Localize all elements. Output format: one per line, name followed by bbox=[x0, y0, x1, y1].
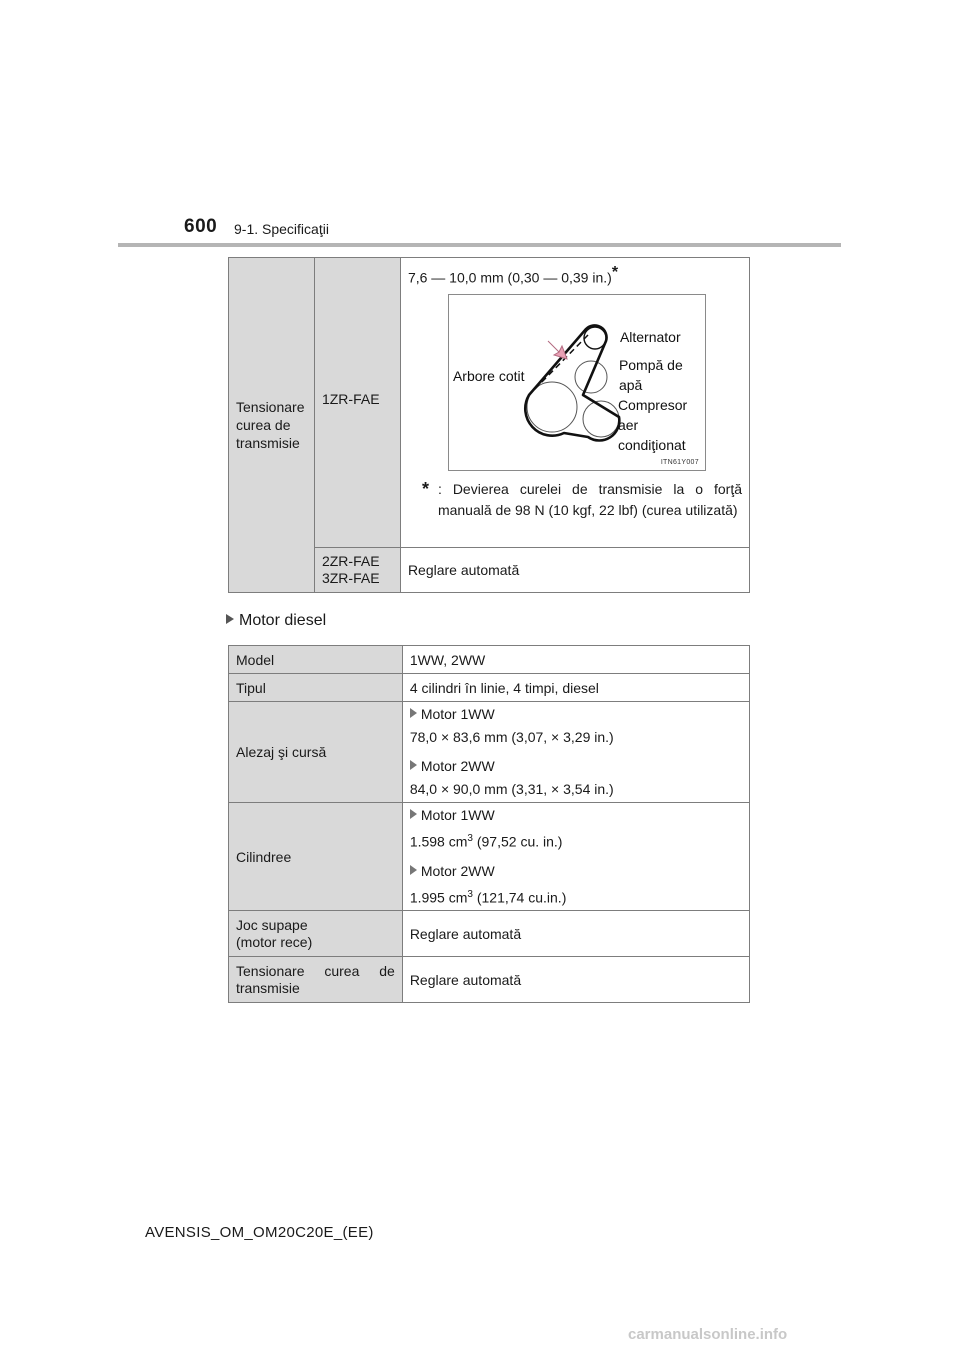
row-value-type: 4 cilindri în linie, 4 timpi, diesel bbox=[402, 674, 749, 702]
row-label-displacement: Cilindree bbox=[229, 803, 403, 911]
row-value-valve-clearance: Reglare automată bbox=[402, 911, 749, 957]
belt-routing-figure bbox=[448, 294, 706, 471]
belt-deflection-value: 7,6 — 10,0 mm (0,30 — 0,39 in.)* bbox=[407, 264, 619, 286]
belt-tension-table bbox=[228, 257, 750, 593]
label-ac-compressor: Compresor aer condiţionat bbox=[617, 396, 688, 453]
watermark: carmanualsonline.info bbox=[628, 1326, 788, 1343]
section-title: 9-1. Specificaţii bbox=[234, 221, 329, 237]
triangle-bullet-icon bbox=[410, 809, 417, 819]
document-code: AVENSIS_OM_OM20C20E_(EE) bbox=[145, 1224, 374, 1241]
triangle-bullet-icon bbox=[226, 614, 234, 624]
row-label-valve-clearance: Joc supape (motor rece) bbox=[229, 911, 403, 957]
sub-value-1ww: 78,0 × 83,6 mm (3,07, × 3,29 in.) bbox=[409, 729, 614, 745]
sub-value-1ww: 1.598 $cm^3$ (97,52 cu. in.) bbox=[409, 833, 563, 850]
triangle-bullet-icon bbox=[410, 865, 417, 875]
figure-id: ITN61Y007 bbox=[660, 458, 699, 466]
triangle-bullet-icon bbox=[410, 760, 417, 770]
sub-title-2ww: Motor 2WW bbox=[410, 861, 742, 882]
header-rule bbox=[118, 243, 841, 247]
belt-1zr-value-cell bbox=[400, 258, 749, 548]
triangle-bullet-icon bbox=[410, 708, 417, 718]
label-crankshaft: Arbore cotit bbox=[452, 367, 525, 384]
belt-footnote bbox=[422, 479, 742, 521]
belt-row-label: Tensionare curea de transmisie bbox=[229, 258, 315, 593]
table-row bbox=[229, 702, 750, 803]
sub-title-2ww: Motor 2WW bbox=[410, 756, 742, 777]
engine-2zr-3zr: 2ZR-FAE 3ZR-FAE bbox=[314, 548, 400, 593]
table-row bbox=[229, 957, 750, 1003]
table-row bbox=[229, 911, 750, 957]
page-number: 600 bbox=[184, 216, 218, 237]
row-value-bore-stroke bbox=[402, 702, 749, 803]
row-value-belt-tension: Reglare automată bbox=[402, 957, 749, 1003]
footnote-ref: * bbox=[611, 264, 619, 281]
table-row bbox=[229, 646, 750, 674]
diesel-spec-table bbox=[228, 645, 750, 1003]
row-value-model: 1WW, 2WW bbox=[402, 646, 749, 674]
table-row bbox=[229, 674, 750, 702]
row-value-displacement bbox=[402, 803, 749, 911]
row-label-type: Tipul bbox=[229, 674, 403, 702]
deflection-arrow bbox=[548, 341, 567, 359]
row-label-belt-tension: Tensionare curea de transmisie bbox=[229, 957, 403, 1003]
sub-title-1ww: Motor 1WW bbox=[410, 704, 742, 725]
row-label-bore-stroke: Alezaj şi cursă bbox=[229, 702, 403, 803]
footnote-mark: * bbox=[421, 478, 429, 499]
engine-1zr: 1ZR-FAE bbox=[314, 258, 400, 548]
diesel-heading: Motor diesel bbox=[226, 612, 326, 630]
sub-value-2ww: 1.995 $cm^3$ (121,74 cu.in.) bbox=[409, 888, 567, 906]
row-label-model: Model bbox=[229, 646, 403, 674]
footnote-text: : Devierea curelei de transmisie la o forţă manuală de 98 N (10 kgf, 22 lbf) (curea utilizată) bbox=[437, 480, 743, 518]
label-water-pump: Pompă de apă bbox=[618, 356, 683, 393]
table-row bbox=[229, 803, 750, 911]
sub-value-2ww: 84,0 × 90,0 mm (3,31, × 3,54 in.) bbox=[409, 781, 614, 797]
sub-title-1ww: Motor 1WW bbox=[410, 805, 742, 826]
page-header bbox=[0, 0, 960, 250]
belt-2zr-3zr-value: Reglare automată bbox=[400, 548, 749, 593]
label-alternator: Alternator bbox=[619, 328, 681, 345]
